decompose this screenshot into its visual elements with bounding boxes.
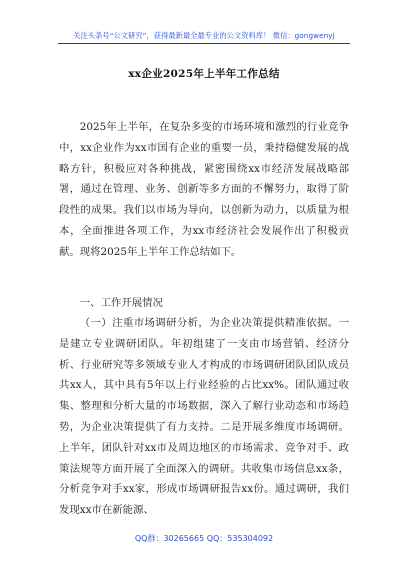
footer-contact-info: QQ群：30265665 QQ：535304092 [134, 534, 274, 543]
document-title: xx企业2025年上半年工作总结 [128, 68, 280, 80]
section-paragraph: （一）注重市场调研分析，为企业决策提供精准依据。一是建立专业调研团队。年初组建了一支由市场营销、经济分析、行业研究等多领域专业人才构成的市场调研团队团队成员共xx人，其中具有5年以上行业经验的占比xx%。团队通过收集、整理和分析大量的市场数据，深入了解行业动态和市场趋势，为企业决策提供了有力支持。二是开展多维度市场调研。上半年，团队针对xx市及周边地区的市场需求、竞争对手、政策法规等方面开展了全面深入的调研。共收集市场信息xx条，分析竞争对手xx家，形成市场调研报告xx份。通过调研，我们发现xx市在新能源、 [59, 317, 349, 517]
section-heading: 一、工作开展情况 [79, 297, 163, 309]
header-promo-note: 关注头条号“公文研究”，获得最新最全最专业的公文资料库！ 微信：gongwenyj [73, 31, 335, 40]
intro-paragraph: 2025年上半年，在复杂多变的市场环境和激烈的行业竞争中，xx企业作为xx市国有企业的重要一员，秉持稳健发展的战略方针，积极应对各种挑战，紧密围绕xx市经济发展战略部署，通过在管理、业务、创新等多方面的不懈努力，取得了阶段性的成果。我们以市场为导向，以创新为动力，以质量为根本，全面推进各项工作，为xx市经济社会发展作出了积极贡献。现将2025年上半年工作总结如下。 [59, 121, 349, 258]
header-divider [58, 43, 350, 44]
